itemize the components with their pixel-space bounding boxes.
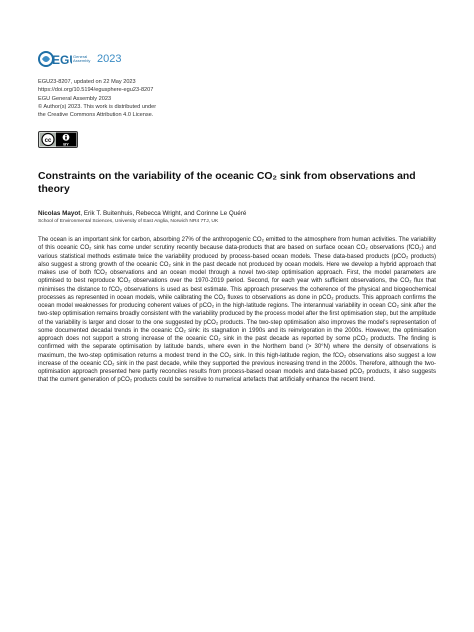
meta-line-doi[interactable]: https://doi.org/10.5194/egusphere-egu23-8207: [38, 87, 154, 94]
meta-line-updated: EGU23-8207, updated on 22 May 2023: [38, 79, 136, 85]
meta-line-copyright: © Author(s) 2023. This work is distributed under: [38, 103, 157, 110]
abstract-text: The ocean is an important sink for carbon, absorbing 27% of the anthropogenic CO₂ emitted to the atmosphere from human activities. The variability of this oceanic CO₂ sink has come under scrutiny recently because data-products that are based on surface ocean CO₂ observations (fCO₂) and various statistical methods estimate twice the variability produced by process-based ocean models. These data-based products (pCO₂ products) also suggest a strong growth of the oceanic CO₂ sink in the past decade not produced by ocean models. Here we develop a hybrid approach that makes use of both fCO₂ observations and an ocean model through a novel two-step optimisation approach. First, the model parameters are optimised to best reproduce fCO₂ observations over the 1970-2019 period. Second, for each year with sufficient observations, the CO₂ flux that minimises the distance to fCO₂ observations is used as best estimate. This approach preserves the coherence of the physical and biogeochemical processes as represented in ocean models, while calibrating the CO₂ fluxes to observations as done in pCO₂ products. This approach confirms the ocean model weaknesses for producing coherent values of pCO₂ in the high-latitude regions. The interannual variability in ocean CO₂ sink after the two-step optimisation remains broadly consistent with the variability produced by the process model after the first optimisation step, but the amplitude of the variability is larger and closer to the one suggested by pCO₂ products. The two-step optimisation also improves the model's representation of some documented decadal trends in the oceanic CO₂ sink: its stagnation in 1990s and its reinvigoration in the 2000s. However, the optimisation approach does not support a strong increase of the oceanic CO₂ sink in the past decade as reported by some pCO₂ products. The finding is confirmed with the separate optimisation by latitude bands, where even in the Northern band (> 30°N) where the density of observations is maximum, the two-step optimisation returns a modest trend in the CO₂ sink. In this high-latitude region, the fCO₂ observations also suggest a low increase of the oceanic CO₂ sink in the past decade, while they supported the previous increasing trend in the 2000s. Therefore, although the two-optimisation approach presented here partly reconciles results from process-based ocean models and data-based pCO₂ products, it also suggests that the current generation of pCO₂ products could be sensitive to numerical artefacts that artificially enhance the recent trend.: [38, 237, 436, 384]
meta-line-license: the Creative Commons Attribution 4.0 License.: [38, 112, 154, 119]
affiliation: School of Environmental Sciences, University of East Anglia, Norwich NR4 7TJ, UK: [38, 219, 219, 224]
logo-year: 2023: [97, 53, 122, 65]
egu-logo-mark: [38, 49, 72, 69]
logo-subtext: General Assembly: [73, 54, 91, 63]
svg-text:BY: BY: [63, 141, 69, 147]
egu-emblem-icon: [38, 49, 72, 69]
meta-line-assembly: EGU General Assembly 2023: [38, 95, 112, 102]
citation-meta: [38, 78, 156, 119]
cc-by-icon[interactable]: [38, 131, 78, 148]
svg-text:EGU: EG: [52, 53, 70, 67]
coauthors: , Erik T. Buitenhuis, Rebecca Wright, and Corinne Le Quéré: [80, 210, 247, 217]
egu-logo: [38, 48, 121, 70]
svg-text:cc: cc: [44, 138, 52, 144]
first-author: Nicolas Mayot: [38, 210, 81, 217]
author-list: [38, 210, 438, 217]
paper-title: Constraints on the variability of the oceanic CO₂ sink from observations and theory: [38, 171, 416, 196]
